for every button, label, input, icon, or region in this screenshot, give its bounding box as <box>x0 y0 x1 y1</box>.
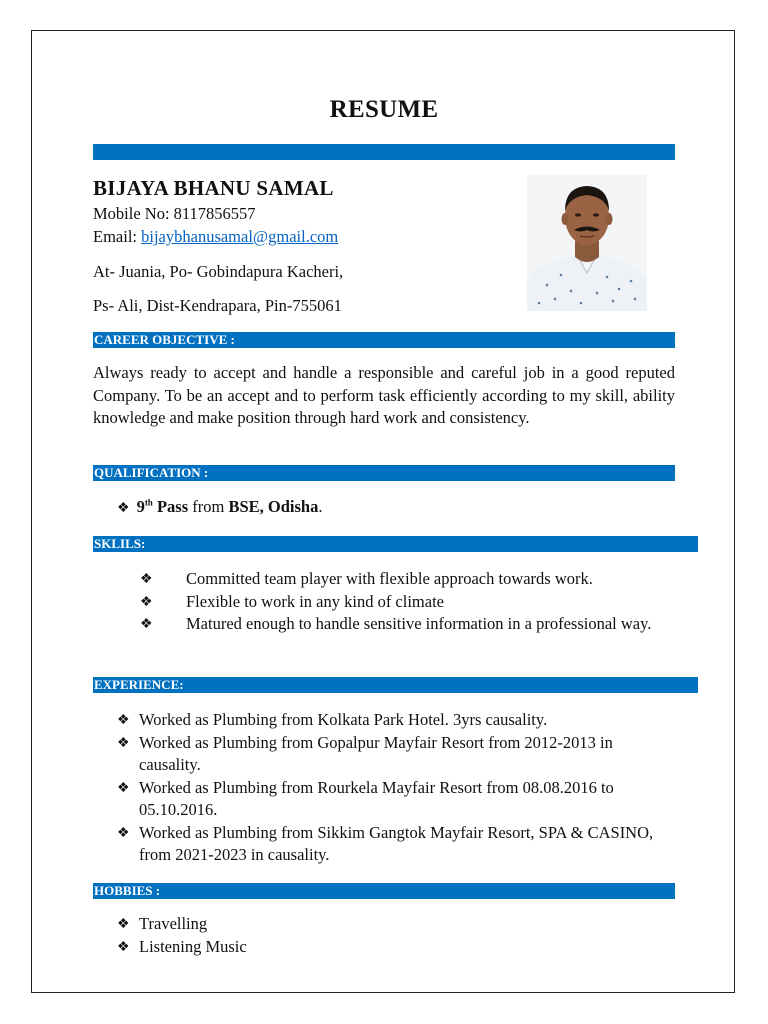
career-objective-text: Always ready to accept and handle a responsible and careful job in a good reputed Company. To be an accept and to perform task efficiently according to my skill, ability knowledge and make position through hard work and consistency. <box>93 363 675 428</box>
qualification-item: ❖ 9th Pass from BSE, Odisha. <box>117 497 323 516</box>
resume-title: RESUME <box>329 96 439 123</box>
experience-item: ❖ Worked as Plumbing from Gopalpur Mayfair Resort from 2012-2013 in causality. <box>117 732 613 774</box>
bullet-icon: ❖ <box>117 825 130 841</box>
hobbies-heading: HOBBIES : <box>93 883 675 899</box>
hobby-item: ❖ Listening Music <box>117 936 665 959</box>
email-link[interactable]: bijaybhanusamal@gmail.com <box>141 227 339 246</box>
bullet-icon: ❖ <box>117 501 130 516</box>
bullet-icon: ❖ <box>117 939 130 955</box>
qualification-pass: Pass <box>152 497 189 516</box>
bullet-icon: ❖ <box>140 572 153 587</box>
qualification-heading: QUALIFICATION : <box>93 465 675 481</box>
career-objective-heading: CAREER OBJECTIVE : <box>93 332 675 348</box>
candidate-name: BIJAYA BHANU SAMAL <box>93 176 334 200</box>
hobbies-list <box>117 913 665 958</box>
bullet-icon: ❖ <box>117 735 130 751</box>
bullet-icon: ❖ <box>140 594 153 610</box>
skill-item: ❖ Committed team player with flexible approach towards work. <box>93 568 675 591</box>
skill-item: ❖ Matured enough to handle sensitive information in a professional way. <box>93 613 675 636</box>
bullet-icon: ❖ <box>140 617 153 633</box>
qualification-grade: 9 <box>136 497 145 516</box>
mobile-label: Mobile No: <box>93 204 174 223</box>
title-divider-bar <box>93 144 675 160</box>
mobile-number: 8117856557 <box>173 204 256 223</box>
experience-item: ❖ Worked as Plumbing from Sikkim Gangtok Mayfair Resort, SPA & CASINO, from 2021-2023 in causality. <box>117 822 654 864</box>
email-label: Email: <box>93 227 142 246</box>
bullet-icon: ❖ <box>117 713 130 728</box>
qualification-grade-suffix: th <box>144 497 153 508</box>
qualification-from: from <box>188 497 229 516</box>
bullet-icon: ❖ <box>117 917 130 932</box>
mobile-line <box>93 203 256 225</box>
experience-list <box>117 709 665 867</box>
skill-item: ❖ Flexible to work in any kind of climate <box>93 591 675 614</box>
bullet-icon: ❖ <box>117 780 130 796</box>
skills-list <box>93 568 675 636</box>
experience-heading: EXPERIENCE: <box>93 677 698 693</box>
experience-item: ❖ Worked as Plumbing from Rourkela Mayfair Resort from 08.08.2016 to 05.10.2016. <box>117 777 614 819</box>
address-line-2: Ps- Ali, Dist-Kendrapara, Pin-755061 <box>93 296 342 315</box>
qualification-board: BSE, Odisha <box>228 497 319 516</box>
profile-photo <box>527 175 647 311</box>
address-line-1: At- Juania, Po- Gobindapura Kacheri, <box>93 262 344 281</box>
email-line <box>93 226 338 248</box>
hobby-item: ❖ Travelling <box>117 913 665 936</box>
experience-item: ❖ Worked as Plumbing from Kolkata Park Hotel. 3yrs causality. <box>117 709 665 732</box>
skills-heading: SKLILS: <box>93 536 698 552</box>
